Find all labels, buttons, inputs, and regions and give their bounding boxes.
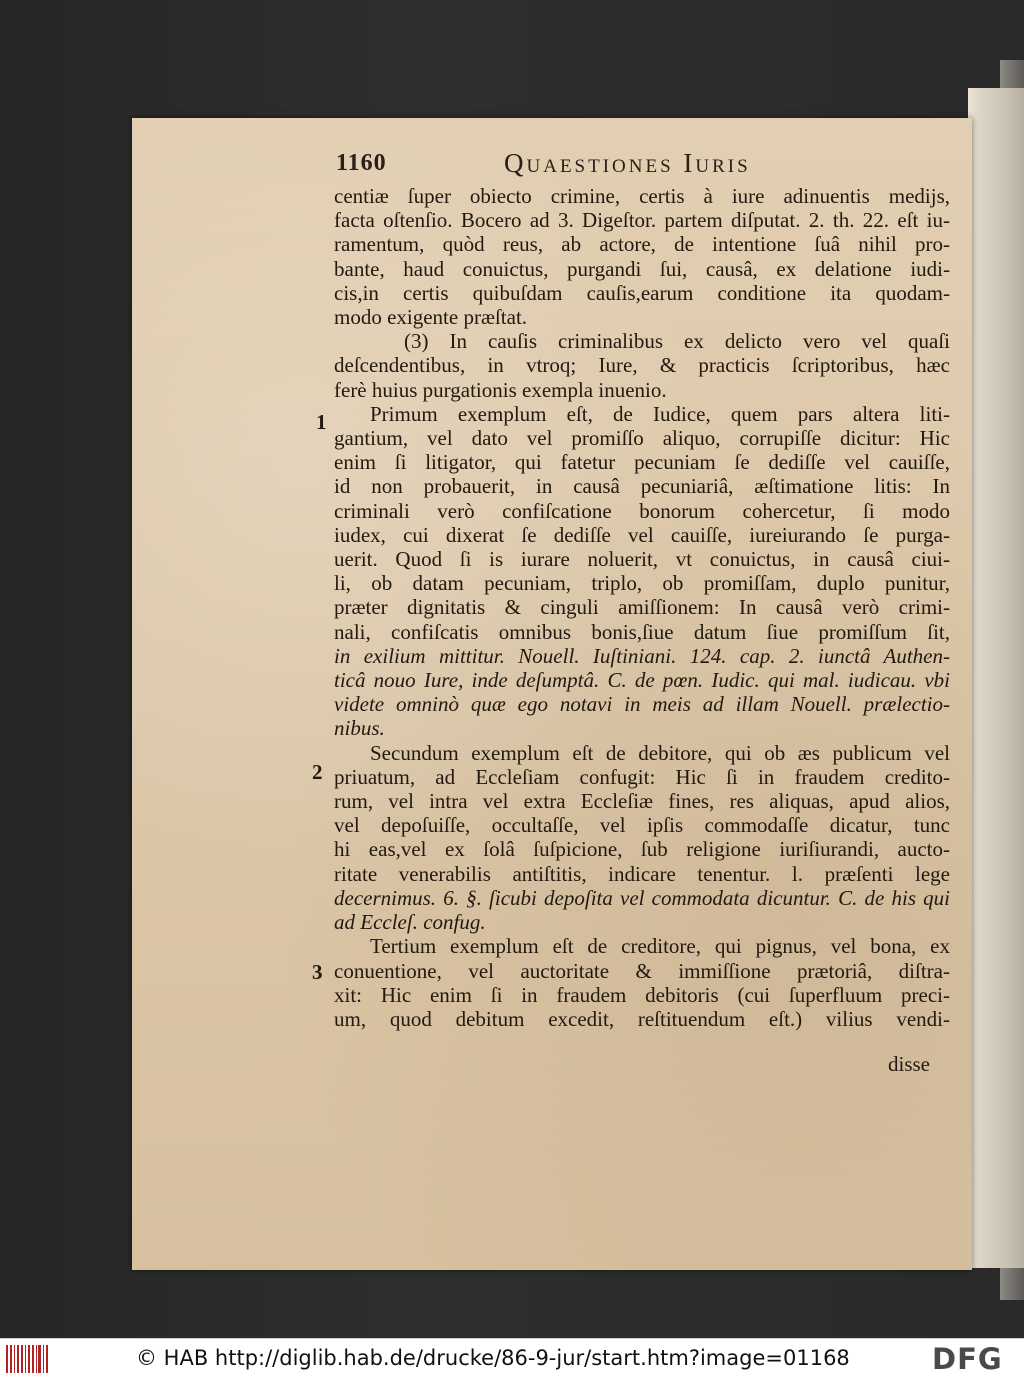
body-text xyxy=(334,184,950,1031)
text-line: decernimus. 6. §. ſicubi depoſita vel commodata dicuntur. C. de his qui xyxy=(334,885,950,910)
marginal-number: 1 xyxy=(316,410,327,434)
text-line: hi eas,vel ex ſolâ ſuſpicione, ſub religione iuriſiurandi, aucto- xyxy=(334,837,950,862)
text-line: ad Eccleſ. confug. xyxy=(334,910,486,935)
text-line: (3) In cauſis criminalibus ex delicto vero vel quaſi xyxy=(404,329,950,354)
running-head: Quaestiones Iuris xyxy=(504,148,751,178)
text-line: ferè huius purgationis exempla inuenio. xyxy=(334,377,667,402)
text-line: Primum exemplum eſt, de Iudice, quem pars altera liti- xyxy=(370,401,950,426)
text-line: bante, haud conuictus, purgandi ſui, causâ, ex delatione iudi- xyxy=(334,256,950,281)
text-line: gantium, vel dato vel promiſſo aliquo, corrupiſſe dicitur: Hic xyxy=(334,426,950,451)
text-line: priuatum, ad Eccleſiam confugit: Hic ſi in fraudem credito- xyxy=(334,764,950,789)
text-line: Tertium exemplum eſt de creditore, qui pignus, vel bona, ex xyxy=(370,934,950,959)
text-line: cis,in certis quibuſdam cauſis,earum conditione ita quodam- xyxy=(334,280,950,305)
text-line: rum, vel intra vel extra Eccleſiæ fines, res aliquas, apud alios, xyxy=(334,789,950,814)
copyright-url[interactable]: © HAB http://diglib.hab.de/drucke/86-9-jur/start.htm?image=01168 xyxy=(136,1346,850,1370)
text-line: uerit. Quod ſi is iurare noluerit, vt conuictus, in causâ ciui- xyxy=(334,547,950,572)
text-line: nibus. xyxy=(334,716,385,741)
page-header xyxy=(336,150,936,186)
dfg-logo: DFG xyxy=(932,1342,1003,1376)
text-line: videte omninò quæ ego notavi in meis ad illam Nouell. prælectio- xyxy=(334,692,950,717)
book-page-edges xyxy=(968,88,1024,1268)
text-line: nali, confiſcatis omnibus bonis,ſiue datum ſiue promiſſum ſit, xyxy=(334,619,950,644)
catchword: disse xyxy=(888,1052,930,1076)
text-line: modo exigente præſtat. xyxy=(334,305,528,330)
text-line: Secundum exemplum eſt de debitore, qui ob æs publicum vel xyxy=(370,740,950,765)
text-line: um, quod debitum excedit, reſtituendum eſt.) vilius vendi- xyxy=(334,1006,950,1031)
text-line: iudex, cui dixerat ſe dediſſe vel cauiſſe, iureiurando ſe purga- xyxy=(334,522,950,547)
text-line: id non probauerit, in causâ pecuniariâ, æſtimatione litis: In xyxy=(334,474,950,499)
text-line: facta oſtenſio. Bocero ad 3. Digeſtor. partem diſputat. 2. th. 22. eſt iu- xyxy=(334,208,950,233)
text-line: præter dignitatis & cinguli amiſſionem: In causâ verò crimi- xyxy=(334,595,950,620)
text-line: deſcendentibus, in vtroq; Iure, & practicis ſcriptoribus, hæc xyxy=(334,353,950,378)
text-line: xit: Hic enim ſi in fraudem debitoris (cui ſuperfluum preci- xyxy=(334,982,950,1007)
text-line: criminali verò confiſcatione bonorum cohercetur, ſi modo xyxy=(334,498,950,523)
text-line: conuentione, vel auctoritate & immiſſione prætoriâ, diſtra- xyxy=(334,958,950,983)
text-line: vel depoſuiſſe, occultaſſe, vel ipſis commodaſſe dicatur, tunc xyxy=(334,813,950,838)
text-line: ticâ nouo Iure, inde deſumptâ. C. de pœn. Iudic. qui mal. iudicau. vbi xyxy=(334,668,950,693)
text-line: centiæ ſuper obiecto crimine, certis à iure adinuentis medijs, xyxy=(334,184,950,208)
text-line: in exilium mittitur. Nouell. Iuſtiniani. 124. cap. 2. iunctâ Authen- xyxy=(334,643,950,668)
text-line: li, ob datam pecuniam, triplo, ob promiſſam, duplo punitur, xyxy=(334,571,950,596)
text-line: ritate venerabilis antiſtitis, indicare tenentur. l. præſenti lege xyxy=(334,861,950,886)
page-number: 1160 xyxy=(336,150,387,176)
barcode-logo-icon xyxy=(6,1345,48,1373)
text-line: ramentum, quòd reus, ab actore, de intentione ſuâ nihil pro- xyxy=(334,232,950,257)
viewer-footer xyxy=(0,1338,1024,1378)
marginal-number: 3 xyxy=(312,960,323,984)
marginal-number: 2 xyxy=(312,760,323,784)
text-line: enim ſi litigator, qui fatetur pecuniam ſe dediſſe vel cauiſſe, xyxy=(334,450,950,475)
